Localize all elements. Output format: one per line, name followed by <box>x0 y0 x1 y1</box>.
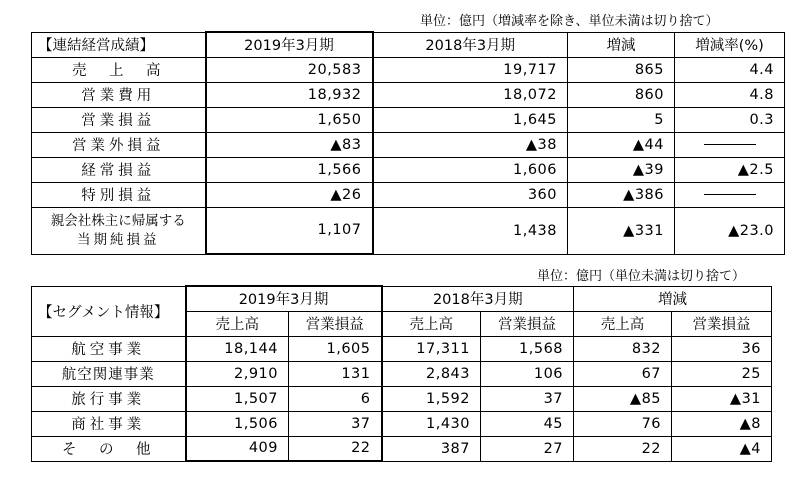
table-row <box>32 336 772 361</box>
value-prior: 360 <box>373 182 568 207</box>
row-label: そ の 他 <box>32 436 186 461</box>
value-prior: 19,717 <box>373 57 568 82</box>
value-change-sales: 67 <box>574 361 672 386</box>
table-header-row <box>32 286 772 311</box>
row-label: 売 上 高 <box>32 57 206 82</box>
value-prior-operating: 45 <box>481 411 574 436</box>
value-prior-operating: 27 <box>481 436 574 461</box>
column-header-prior-year: 2018年3月期 <box>373 32 568 57</box>
value-prior-operating: 1,568 <box>481 336 574 361</box>
column-header-current-year: 2019年3月期 <box>206 32 373 57</box>
table-row <box>32 57 785 82</box>
value-prior-sales: 1,592 <box>382 386 481 411</box>
value-change-sales: ▲85 <box>574 386 672 411</box>
value-change: 5 <box>568 107 675 132</box>
value-current: 1,566 <box>206 157 373 182</box>
unit-note-consolidated: 単位：億円（増減率を除き、単位未満は切り捨て） <box>420 14 719 29</box>
subheader-sales: 売上高 <box>382 311 481 336</box>
table-row <box>32 182 785 207</box>
value-prior: ▲38 <box>373 132 568 157</box>
value-prior: 1,606 <box>373 157 568 182</box>
row-label: 経常損益 <box>32 157 206 182</box>
value-prior-operating: 106 <box>481 361 574 386</box>
row-label: 営業費用 <box>32 82 206 107</box>
value-current-sales: 18,144 <box>186 336 289 361</box>
value-rate: 4.8 <box>675 82 785 107</box>
value-current-operating: 1,605 <box>289 336 382 361</box>
value-rate <box>675 132 785 157</box>
row-label: 航空事業 <box>32 336 186 361</box>
value-prior: 1,645 <box>373 107 568 132</box>
value-change: ▲44 <box>568 132 675 157</box>
value-prior: 18,072 <box>373 82 568 107</box>
not-applicable-dash <box>704 194 756 195</box>
value-rate: ▲2.5 <box>675 157 785 182</box>
value-current-operating: 131 <box>289 361 382 386</box>
subheader-sales: 売上高 <box>186 311 289 336</box>
value-change-sales: 22 <box>574 436 672 461</box>
value-current-sales: 2,910 <box>186 361 289 386</box>
column-header-change: 増減 <box>568 32 675 57</box>
value-current-sales: 409 <box>186 436 289 461</box>
table-row <box>32 411 772 436</box>
section-title: 【セグメント情報】 <box>32 286 186 336</box>
subheader-operating-income: 営業損益 <box>481 311 574 336</box>
value-prior-sales: 17,311 <box>382 336 481 361</box>
column-header-change-rate: 増減率(%) <box>675 32 785 57</box>
segment-info-table <box>31 285 772 462</box>
table-row <box>32 207 785 254</box>
row-label <box>32 207 206 254</box>
value-change: ▲331 <box>568 207 675 254</box>
table-row <box>32 361 772 386</box>
value-change-operating: ▲31 <box>672 386 772 411</box>
subheader-sales: 売上高 <box>574 311 672 336</box>
row-label: 旅行事業 <box>32 386 186 411</box>
value-current-operating: 37 <box>289 411 382 436</box>
value-change-operating: ▲8 <box>672 411 772 436</box>
value-change-sales: 76 <box>574 411 672 436</box>
not-applicable-dash <box>704 144 756 145</box>
value-change-sales: 832 <box>574 336 672 361</box>
value-rate: 4.4 <box>675 57 785 82</box>
consolidated-results-table <box>31 31 785 255</box>
value-rate: ▲23.0 <box>675 207 785 254</box>
table-row <box>32 132 785 157</box>
table-row <box>32 436 772 461</box>
value-current-sales: 1,506 <box>186 411 289 436</box>
value-current: 18,932 <box>206 82 373 107</box>
table-row <box>32 82 785 107</box>
value-prior-sales: 2,843 <box>382 361 481 386</box>
table-header-row <box>32 32 785 57</box>
value-change: ▲39 <box>568 157 675 182</box>
value-current: 1,650 <box>206 107 373 132</box>
row-label: 営業外損益 <box>32 132 206 157</box>
unit-note-segment: 単位：億円（単位未満は切り捨て） <box>537 269 746 284</box>
subheader-operating-income: 営業損益 <box>672 311 772 336</box>
value-prior: 1,438 <box>373 207 568 254</box>
value-rate: 0.3 <box>675 107 785 132</box>
value-prior-sales: 387 <box>382 436 481 461</box>
value-current: ▲83 <box>206 132 373 157</box>
value-current-operating: 6 <box>289 386 382 411</box>
row-label-line1: 親会社株主に帰属する <box>50 212 186 229</box>
value-current-sales: 1,507 <box>186 386 289 411</box>
row-label-line2: 当期純損益 <box>77 231 160 248</box>
value-rate <box>675 182 785 207</box>
subheader-operating-income: 営業損益 <box>289 311 382 336</box>
value-current: 1,107 <box>206 207 373 254</box>
column-group-current-year: 2019年3月期 <box>186 286 382 311</box>
value-change-operating: 36 <box>672 336 772 361</box>
section-title: 【連結経営成績】 <box>32 32 206 57</box>
column-group-change: 増減 <box>574 286 772 311</box>
row-label: 特別損益 <box>32 182 206 207</box>
row-label: 商社事業 <box>32 411 186 436</box>
table-row <box>32 386 772 411</box>
value-change: ▲386 <box>568 182 675 207</box>
row-label: 営業損益 <box>32 107 206 132</box>
value-change-operating: ▲4 <box>672 436 772 461</box>
value-current-operating: 22 <box>289 436 382 461</box>
value-current: ▲26 <box>206 182 373 207</box>
row-label: 航空関連事業 <box>32 361 186 386</box>
value-change: 865 <box>568 57 675 82</box>
value-prior-sales: 1,430 <box>382 411 481 436</box>
value-change: 860 <box>568 82 675 107</box>
table-row <box>32 157 785 182</box>
column-group-prior-year: 2018年3月期 <box>382 286 574 311</box>
table-row <box>32 107 785 132</box>
value-current: 20,583 <box>206 57 373 82</box>
value-change-operating: 25 <box>672 361 772 386</box>
value-prior-operating: 37 <box>481 386 574 411</box>
